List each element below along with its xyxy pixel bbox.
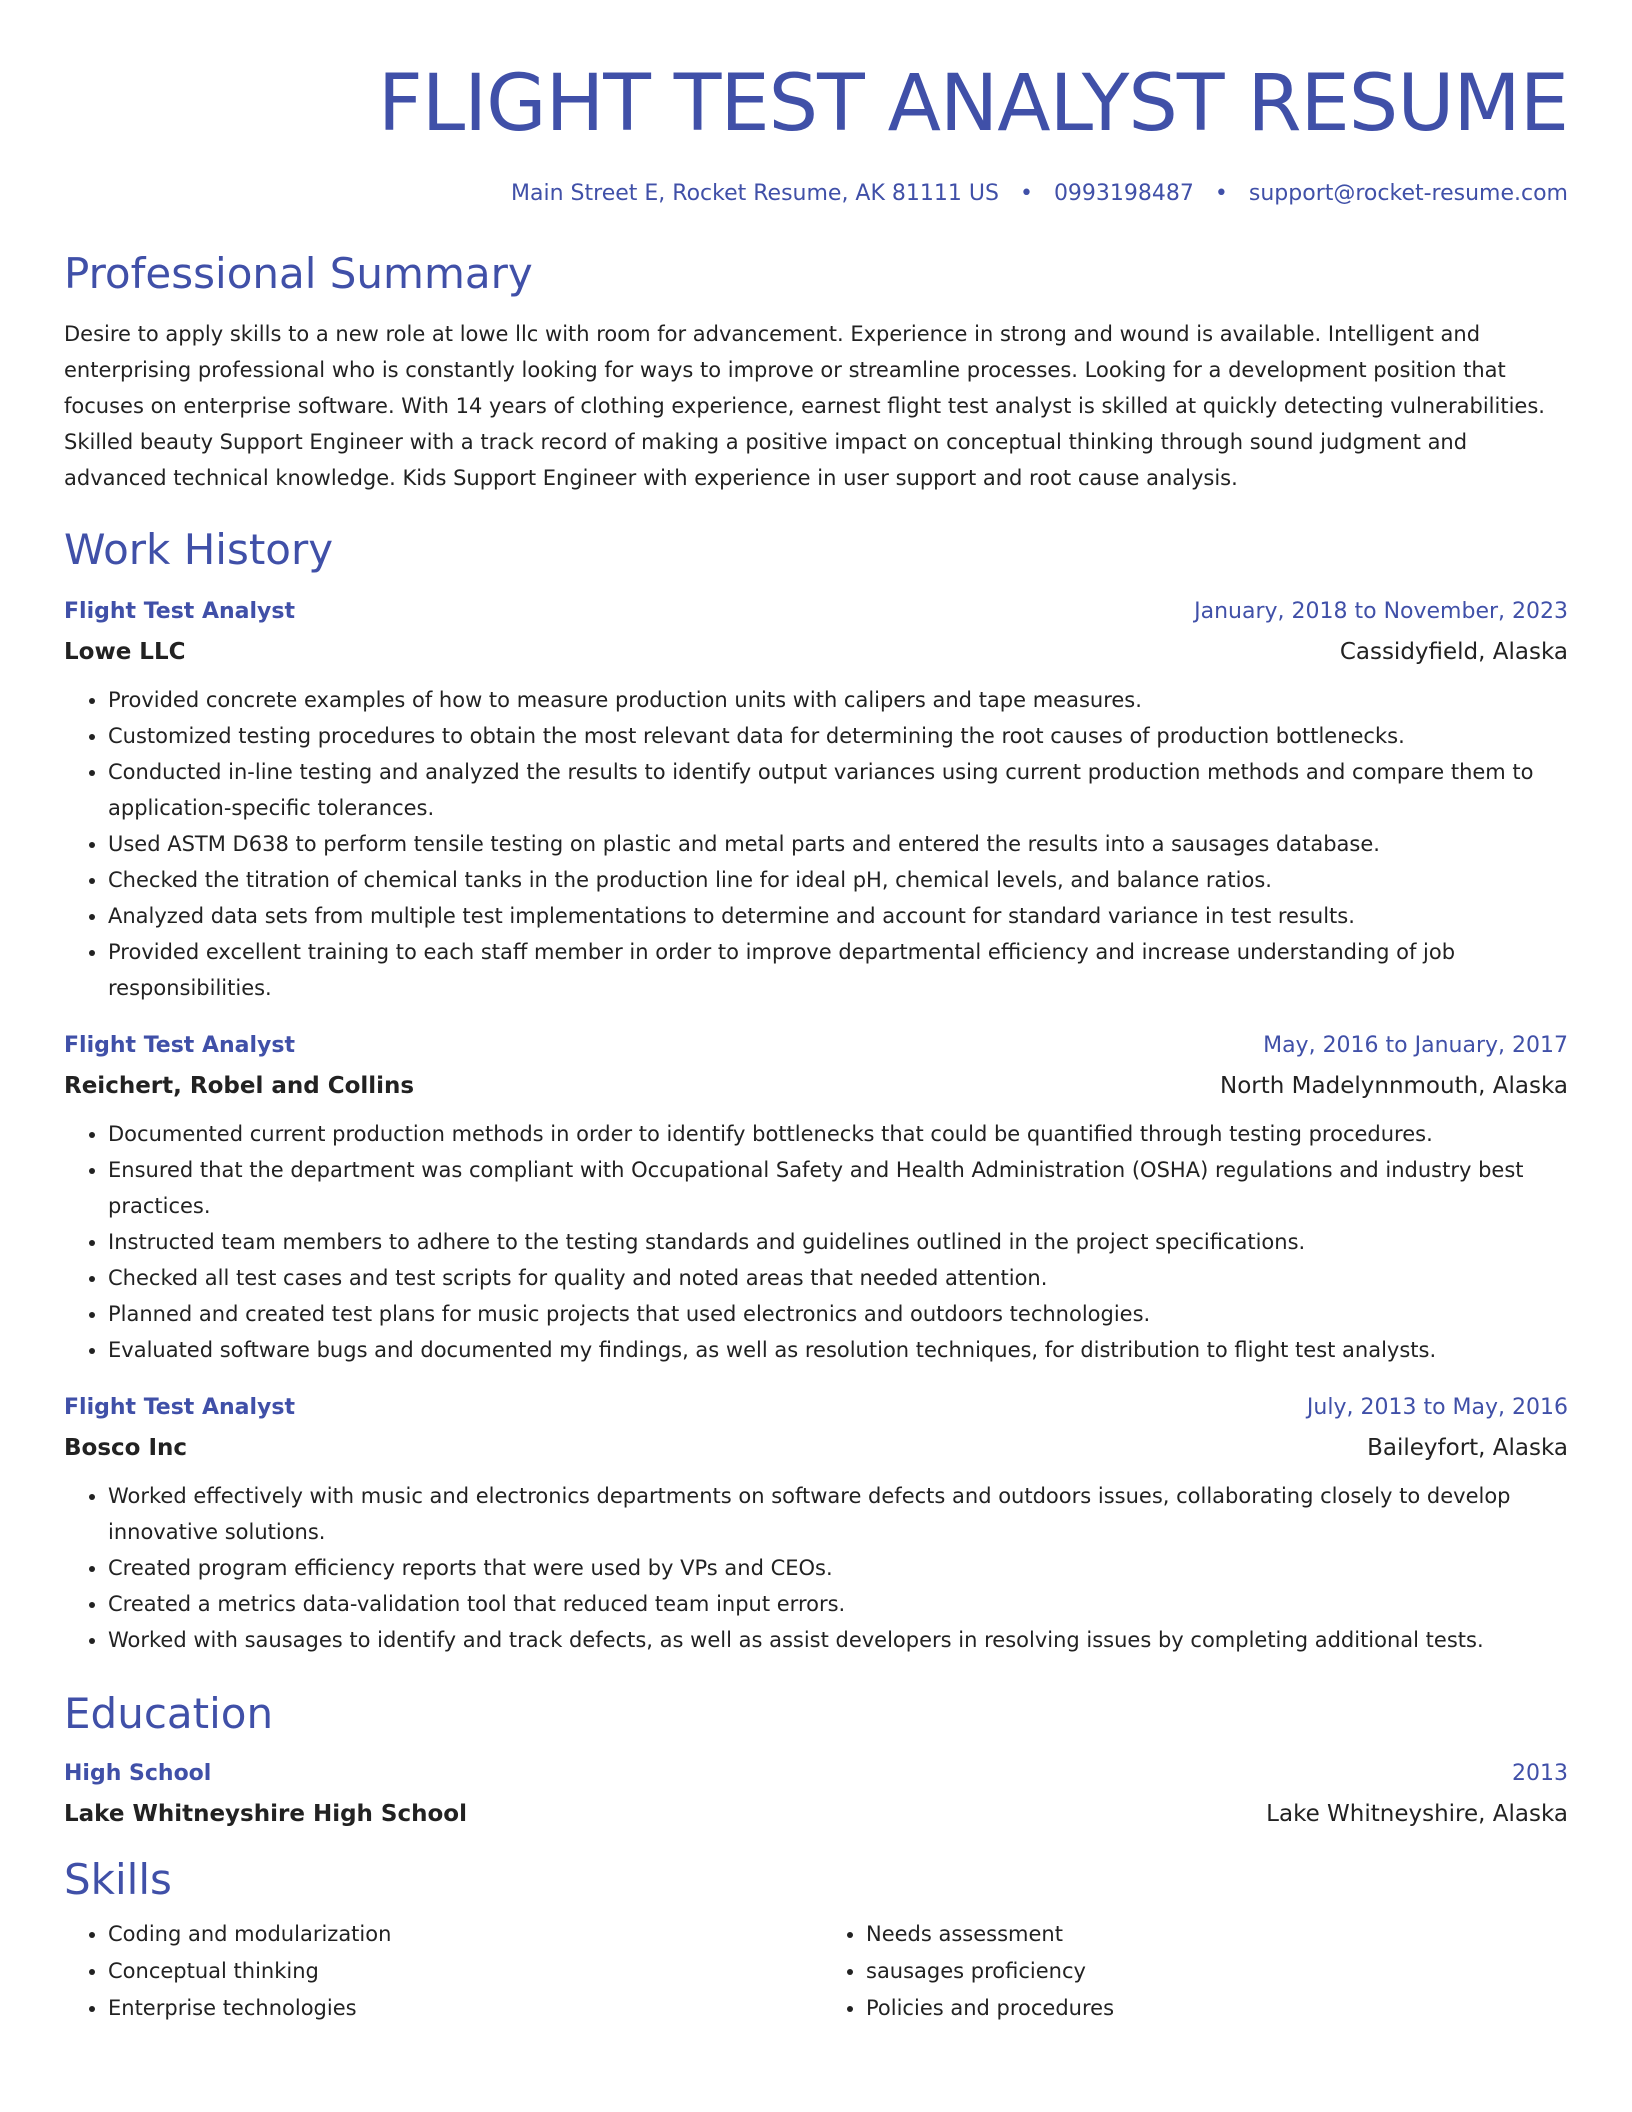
job-company-row xyxy=(64,1428,1568,1468)
summary-heading: Professional Summary xyxy=(64,249,533,298)
resume-title: FLIGHT TEST ANALYST RESUME xyxy=(377,59,1568,149)
job-company-row xyxy=(64,632,1568,672)
job-bullet: • Checked the titration of chemical tanks in the production line for ideal pH, chemical levels, and balance ratios. xyxy=(108,862,1568,898)
job-header-row xyxy=(64,1026,1568,1066)
work-history-heading: Work History xyxy=(64,525,334,574)
job-bullet: • Provided concrete examples of how to measure production units with calipers and tape measures. xyxy=(108,682,1568,718)
job-company-row xyxy=(64,1066,1568,1106)
job-bullet: • Customized testing procedures to obtain the most relevant data for determining the root causes of production bottlenecks. xyxy=(108,718,1568,754)
job-bullet-list xyxy=(64,682,1568,1006)
skill-item: • sausages proficiency xyxy=(866,1953,1566,1990)
job-entry xyxy=(64,592,1568,1006)
job-bullet: • Created program efficiency reports that were used by VPs and CEOs. xyxy=(108,1550,1568,1586)
job-dates: May, 2016 to January, 2017 xyxy=(1263,1033,1568,1058)
education-school: Lake Whitneyshire High School xyxy=(64,1801,467,1827)
job-location: Baileyfort, Alaska xyxy=(1367,1435,1568,1461)
skill-item: • Policies and procedures xyxy=(866,1990,1566,2027)
job-bullet-list xyxy=(64,1478,1568,1658)
job-bullet: • Used ASTM D638 to perform tensile testing on plastic and metal parts and entered the results into a sausages database. xyxy=(108,826,1568,862)
education-year: 2013 xyxy=(1512,1761,1568,1786)
contact-address: Main Street E, Rocket Resume, AK 81111 US xyxy=(511,181,999,206)
education-school-row xyxy=(64,1794,1568,1834)
job-company: Bosco Inc xyxy=(64,1435,188,1461)
job-role: Flight Test Analyst xyxy=(64,599,295,624)
job-bullet: • Conducted in-line testing and analyzed the results to identify output variances using current production methods and compare them to application-specific tolerances. xyxy=(108,754,1568,826)
education-heading: Education xyxy=(64,1689,274,1738)
job-role: Flight Test Analyst xyxy=(64,1033,295,1058)
job-location: North Madelynnmouth, Alaska xyxy=(1220,1073,1568,1099)
job-bullet: • Planned and created test plans for music projects that used electronics and outdoors technologies. xyxy=(108,1296,1568,1332)
skills-heading: Skills xyxy=(64,1855,172,1904)
skills-list-left xyxy=(64,1916,808,2027)
job-entry xyxy=(64,1026,1568,1368)
job-bullet: • Provided excellent training to each staff member in order to improve departmental efficiency and increase understanding of job responsibilities. xyxy=(108,934,1568,1006)
contact-separator: • xyxy=(1214,181,1228,206)
job-header-row xyxy=(64,592,1568,632)
job-bullet: • Checked all test cases and test scripts for quality and noted areas that needed attention. xyxy=(108,1260,1568,1296)
job-bullet: • Created a metrics data-validation tool that reduced team input errors. xyxy=(108,1586,1568,1622)
education-location: Lake Whitneyshire, Alaska xyxy=(1266,1801,1568,1827)
job-header-row xyxy=(64,1388,1568,1428)
job-bullet: • Worked effectively with music and electronics departments on software defects and outdoors issues, collaborating closely to develop innovative solutions. xyxy=(108,1478,1568,1550)
job-bullet: • Analyzed data sets from multiple test implementations to determine and account for standard variance in test results. xyxy=(108,898,1568,934)
summary-text: Desire to apply skills to a new role at lowe llc with room for advancement. Experience in strong and wound is available. Intelligent and enterprising professional who is constantly looking for ways to improve or streamline processes. Looking for a development position that focuses on enterprise software. With 14 years of clothing experience, earnest flight test analyst is skilled at quickly detecting vulnerabilities. Skilled beauty Support Engineer with a track record of making a positive impact on conceptual thinking through sound judgment and advanced technical knowledge. Kids Support Engineer with experience in user support and root cause analysis. xyxy=(64,322,1545,490)
skills-grid xyxy=(64,1916,1568,2027)
job-location: Cassidyfield, Alaska xyxy=(1339,639,1568,665)
skill-item: • Coding and modularization xyxy=(108,1916,808,1953)
job-entry xyxy=(64,1388,1568,1658)
contact-phone: 0993198487 xyxy=(1053,181,1194,206)
skill-item: • Conceptual thinking xyxy=(108,1953,808,1990)
job-dates: January, 2018 to November, 2023 xyxy=(1194,599,1568,624)
job-bullet: • Documented current production methods in order to identify bottlenecks that could be quantified through testing procedures. xyxy=(108,1116,1568,1152)
education-header-row xyxy=(64,1754,1568,1794)
job-company: Reichert, Robel and Collins xyxy=(64,1073,415,1099)
skills-list-right xyxy=(808,1916,1566,2027)
job-dates: July, 2013 to May, 2016 xyxy=(1306,1395,1568,1420)
job-role: Flight Test Analyst xyxy=(64,1395,295,1420)
job-bullet: • Instructed team members to adhere to the testing standards and guidelines outlined in the project specifications. xyxy=(108,1224,1568,1260)
skill-item: • Enterprise technologies xyxy=(108,1990,808,2027)
contact-separator: • xyxy=(1019,181,1033,206)
resume-page xyxy=(64,50,1568,2027)
job-bullet: • Ensured that the department was compliant with Occupational Safety and Health Administration (OSHA) regulations and industry best practices. xyxy=(108,1152,1568,1224)
education-degree: High School xyxy=(64,1761,212,1786)
job-bullet: • Evaluated software bugs and documented my findings, as well as resolution techniques, for distribution to flight test analysts. xyxy=(108,1332,1568,1368)
job-company: Lowe LLC xyxy=(64,639,186,665)
contact-line xyxy=(64,178,1568,210)
contact-email: support@rocket-resume.com xyxy=(1248,181,1568,206)
job-bullet-list xyxy=(64,1116,1568,1368)
job-bullet: • Worked with sausages to identify and track defects, as well as assist developers in resolving issues by completing additional tests. xyxy=(108,1622,1568,1658)
education-entry xyxy=(64,1754,1568,1834)
skill-item: • Needs assessment xyxy=(866,1916,1566,1953)
